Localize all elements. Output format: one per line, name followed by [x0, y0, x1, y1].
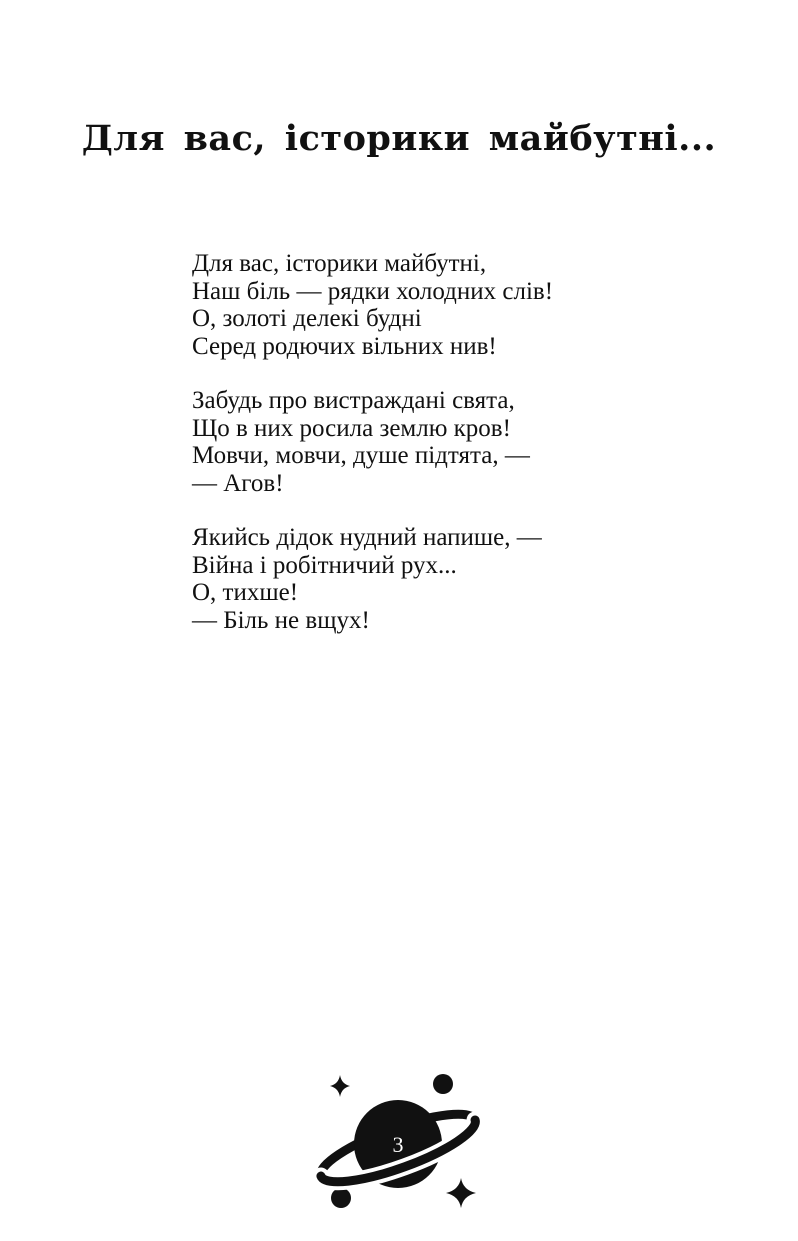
poem-line: — Агов! [192, 469, 284, 497]
star-icon [446, 1178, 476, 1208]
poem-line: О, тихше! [192, 579, 299, 606]
dot-icon [331, 1188, 351, 1208]
dot-icon [433, 1074, 453, 1094]
poem-line: Війна і робітничий рух... [192, 551, 457, 579]
stanza-1 [192, 250, 712, 360]
poem-line: Серед родючих вільних нив! [192, 332, 497, 360]
poem [192, 250, 712, 661]
poem-line: Наш біль — рядки холодних слів! [192, 277, 554, 305]
star-icon [330, 1075, 350, 1097]
stanza-3 [192, 524, 712, 634]
stanza-2 [192, 387, 712, 497]
poem-line: Для вас, історики майбутні, [192, 250, 487, 277]
poem-line: Якийсь дідок нудний напише, — [192, 524, 542, 551]
planet-with-stars-icon [310, 1068, 486, 1216]
page-number: 3 [392, 1132, 404, 1157]
poem-line: — Біль не вщух! [192, 606, 370, 634]
poem-line: Забудь про вистраждані свята, [192, 387, 515, 414]
poem-line: О, золоті делекі будні [192, 305, 422, 332]
poem-line: Мовчи, мовчи, душе підтята, — [192, 442, 530, 469]
poem-line: Що в них росила землю кров! [192, 414, 511, 442]
page-title: Для вас, історики майбутні... [81, 118, 717, 159]
